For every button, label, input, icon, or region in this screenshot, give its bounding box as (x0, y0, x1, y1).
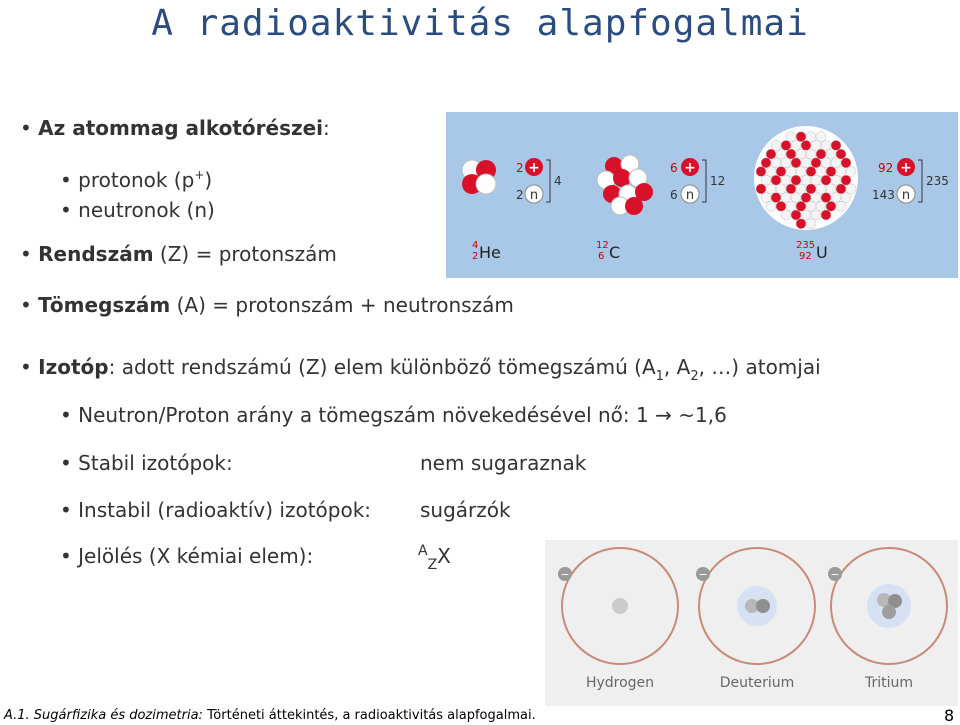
nucleon-dot (791, 140, 801, 150)
carbon-nucleus (597, 155, 653, 215)
uranium-nucleus (754, 126, 858, 230)
nucleon-dot (766, 149, 776, 159)
nucleon-dot (776, 167, 786, 177)
nucleon-dot (781, 175, 791, 185)
bullet-mark: • (20, 355, 32, 379)
he-protons: 2 (516, 161, 524, 175)
nucleon-dot (811, 193, 821, 203)
tritium-atom (828, 548, 947, 691)
nucleon-dot (796, 149, 806, 159)
nucleon-dot (776, 184, 786, 194)
nucleon-dot (816, 132, 826, 142)
nucleon-dot (826, 167, 836, 177)
nucleon-dot (766, 184, 776, 194)
c-neutrons: 6 (670, 188, 678, 202)
nucleon-dot (771, 140, 781, 150)
nucleon-dot (826, 184, 836, 194)
bullet-mark: • (60, 451, 72, 475)
footer (4, 708, 536, 723)
iso-def: : adott rendszámú (Z) elem különböző tömegszámú (A (108, 355, 656, 379)
nucleon-dot (816, 167, 826, 177)
bullet-stable (60, 450, 233, 476)
nucleon-dot (821, 175, 831, 185)
footer-text: Történeti áttekintés, a radioaktivitás alapfogalmai. (202, 708, 536, 723)
nucleon-dot (771, 175, 781, 185)
nucleon-dot (766, 167, 776, 177)
iso-term: Izotóp (38, 355, 109, 379)
z-def: (Z) = protonszám (153, 242, 337, 266)
u-z: 92 (799, 251, 812, 262)
nucleon-dot (801, 210, 811, 220)
he-a: 4 (472, 240, 479, 251)
nucleon-dot (806, 132, 816, 142)
unstable-value: sugárzók (420, 498, 511, 522)
bullet-protons (60, 167, 212, 196)
nucleon-dot (831, 175, 841, 185)
deuterium-atom (696, 548, 815, 691)
notation-z: Z (427, 557, 438, 573)
notation-formula (418, 543, 451, 572)
nucleon-dot (836, 167, 846, 177)
bullet-isotope (20, 354, 821, 384)
footer-course: A.1. Sugárfizika és dozimetria: (4, 708, 203, 723)
nucleon-dot (831, 158, 841, 168)
protons-end: ) (204, 168, 213, 192)
nucleon-dot (801, 140, 811, 150)
electron-symbol: − (830, 568, 840, 581)
components-heading: Az atommag alkotórészei (38, 116, 324, 140)
c-mass: 12 (710, 174, 726, 188)
stable-label: Stabil izotópok: (78, 451, 233, 475)
electron-symbol: − (698, 568, 708, 581)
nucleon-dot (761, 158, 771, 168)
neutron-symbol: n (529, 188, 539, 203)
nucleon-dot (781, 158, 791, 168)
right-arrow-icon: → (655, 403, 672, 427)
nucleon-dot (776, 149, 786, 159)
nucleon-dot (816, 184, 826, 194)
protons-text: protonok (p (78, 168, 195, 192)
nucleon-dot (841, 193, 851, 203)
nucleon-dot (836, 149, 846, 159)
u-a: 235 (796, 240, 816, 251)
iso-sub1: 1 (655, 369, 664, 384)
iso-sub2: 2 (690, 369, 699, 384)
bullet-notation (60, 543, 313, 569)
nucleon-dot (796, 184, 806, 194)
he-mass: 4 (554, 174, 562, 188)
neutron-symbol: n (901, 188, 911, 203)
u-protons: 92 (878, 161, 894, 175)
nucleon-dot (801, 175, 811, 185)
nuclei-svg (446, 112, 958, 278)
nucleon-dot (806, 219, 816, 229)
nucleon-dot (811, 210, 821, 220)
bullet-neutrons (60, 197, 215, 223)
nucleon-dot (796, 201, 806, 211)
bullet-components (20, 115, 330, 141)
bullet-mark: • (20, 293, 32, 317)
electron-symbol: − (560, 568, 570, 581)
nucleon-dot (756, 167, 766, 177)
nucleon-dot (781, 140, 791, 150)
bullet-ratio (60, 402, 727, 428)
isotopes-svg (545, 540, 958, 706)
nucleon-dot (841, 158, 851, 168)
nucleon-dot (791, 158, 801, 168)
proton-symbol: + (684, 160, 696, 176)
nucleon-dot (796, 219, 806, 229)
nuclei-figure (446, 112, 958, 278)
hydrogen-atom (558, 548, 678, 691)
nucleon-dot (816, 149, 826, 159)
nucleon-dot (761, 193, 771, 203)
nucleon-dot (831, 140, 841, 150)
nucleon-dot (786, 201, 796, 211)
nucleon-dot (791, 210, 801, 220)
nucleon-dot (786, 184, 796, 194)
nucleon-dot (766, 201, 776, 211)
z-term: Rendszám (38, 242, 154, 266)
c-z: 6 (598, 251, 605, 262)
bullet-unstable (60, 497, 371, 523)
page-number: 8 (944, 706, 955, 725)
he-neutrons: 2 (516, 188, 524, 202)
nucleon-dot (841, 175, 851, 185)
bullet-mark: • (60, 198, 72, 222)
nucleon-dot (791, 175, 801, 185)
nucleon-dot (811, 158, 821, 168)
nucleon-dot (806, 167, 816, 177)
nucleon-dot (801, 158, 811, 168)
nucleon-dot (846, 184, 856, 194)
nucleon-dot (826, 201, 836, 211)
nucleon-dot (826, 149, 836, 159)
nucleon-dot (806, 184, 816, 194)
proton-symbol: + (528, 160, 540, 176)
nucleon-dot (796, 167, 806, 177)
bullet-a (20, 292, 514, 318)
components-colon: : (323, 116, 330, 140)
he-z: 2 (472, 251, 479, 262)
u-neutrons: 143 (872, 188, 895, 202)
nucleon-dot (786, 149, 796, 159)
nucleon-dot (771, 193, 781, 203)
bullet-mark: • (60, 544, 72, 568)
bullet-mark: • (20, 242, 32, 266)
c-protons: 6 (670, 161, 678, 175)
a-term: Tömegszám (38, 293, 171, 317)
nucleon-dot (786, 167, 796, 177)
he-symbol: He (479, 243, 501, 262)
hydrogen-isotopes-figure (545, 540, 958, 706)
neutrons-text: neutronok (n) (78, 198, 215, 222)
neutron-symbol: n (685, 188, 695, 203)
nucleon-dot (816, 201, 826, 211)
page-title: A radioaktivitás alapfogalmai (151, 3, 809, 44)
nucleon-dot (806, 201, 816, 211)
bullet-mark: • (20, 116, 32, 140)
iso-end: , …) atomjai (698, 355, 821, 379)
nucleon-dot (836, 184, 846, 194)
nucleon-dot (806, 149, 816, 159)
nucleon-dot (846, 167, 856, 177)
proton-symbol: + (900, 160, 912, 176)
nucleon-dot (821, 140, 831, 150)
c-symbol: C (609, 243, 621, 262)
nucleon-dot (761, 175, 771, 185)
tritium-label: Tritium (864, 675, 914, 691)
protons-sup: + (194, 168, 205, 182)
ratio-text: Neutron/Proton arány a tömegszám növekedésével nő: 1 (78, 403, 649, 427)
notation-label: Jelölés (X kémiai elem): (78, 544, 314, 568)
u-mass: 235 (926, 174, 949, 188)
nucleon-dot (791, 193, 801, 203)
ratio-end: ~1,6 (671, 403, 727, 427)
nucleon-dot (781, 193, 791, 203)
nucleon-dot (821, 158, 831, 168)
stable-value: nem sugaraznak (420, 451, 587, 475)
nucleon-dot (801, 193, 811, 203)
bullet-z (20, 241, 337, 267)
nucleon-dot (786, 132, 796, 142)
bullet-mark: • (60, 403, 72, 427)
notation-x: X (437, 544, 451, 568)
nucleon-dot (811, 140, 821, 150)
c-a: 12 (596, 240, 609, 251)
a-def: (A) = protonszám + neutronszám (170, 293, 514, 317)
helium-nucleus (462, 160, 496, 194)
nucleon-dot (796, 132, 806, 142)
nucleon-dot (771, 158, 781, 168)
nucleon-dot (831, 193, 841, 203)
nucleon-dot (821, 210, 831, 220)
hydrogen-label: Hydrogen (585, 675, 655, 691)
unstable-label: Instabil (radioaktív) izotópok: (78, 498, 372, 522)
notation-a: A (418, 543, 428, 559)
nucleon-dot (836, 201, 846, 211)
bullet-mark: • (60, 498, 72, 522)
bullet-mark: • (60, 168, 72, 192)
iso-mid: , A (663, 355, 691, 379)
nucleon-dot (821, 193, 831, 203)
deuterium-label: Deuterium (719, 675, 795, 691)
nucleon-dot (811, 175, 821, 185)
nucleon-dot (756, 184, 766, 194)
nucleon-dot (781, 210, 791, 220)
u-symbol: U (816, 243, 828, 262)
nucleon-dot (776, 201, 786, 211)
